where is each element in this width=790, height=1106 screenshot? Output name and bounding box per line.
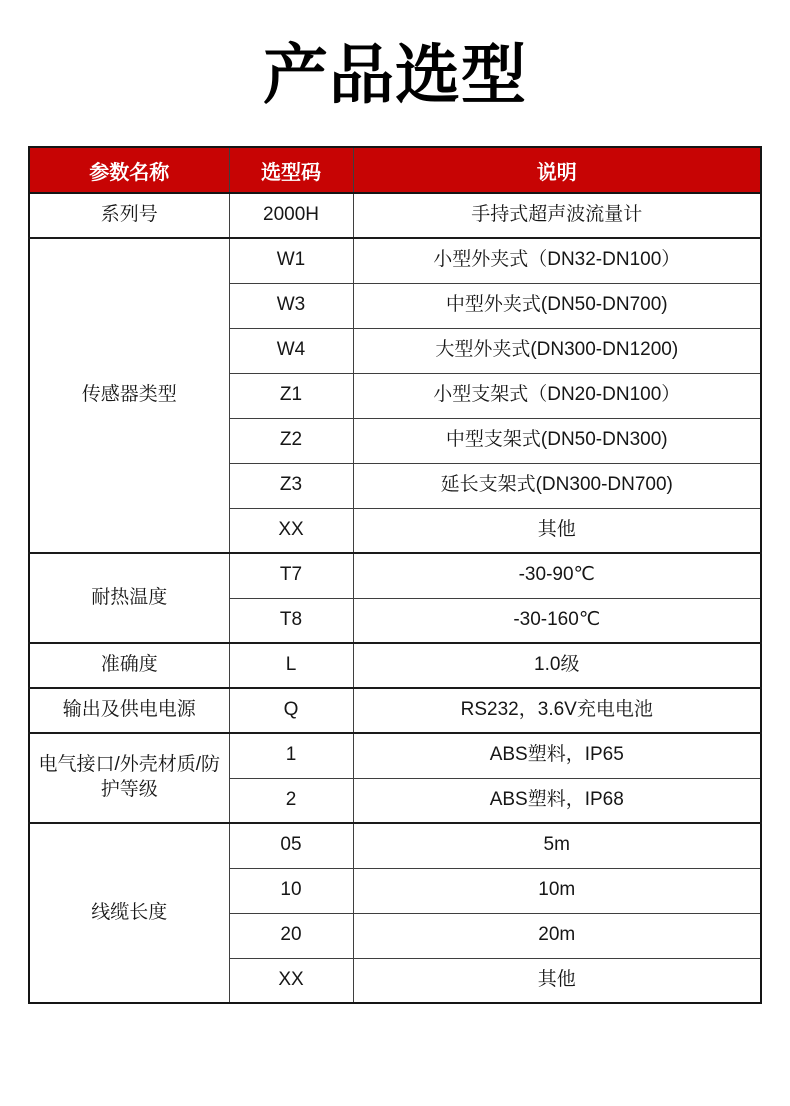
code-cell: T7 (229, 553, 353, 598)
param-name-cell: 输出及供电电源 (29, 688, 229, 733)
param-name-cell: 线缆长度 (29, 823, 229, 1003)
desc-cell: 延长支架式(DN300-DN700) (353, 463, 761, 508)
desc-cell: 20m (353, 913, 761, 958)
table-row (29, 553, 761, 598)
table-row (29, 193, 761, 238)
desc-cell: -30-90℃ (353, 553, 761, 598)
page-title: 产品选型 (262, 38, 527, 111)
code-cell: XX (229, 508, 353, 553)
code-cell: Z1 (229, 373, 353, 418)
desc-cell: 小型外夹式（DN32-DN100） (353, 238, 761, 283)
table-row (29, 823, 761, 868)
code-cell: L (229, 643, 353, 688)
param-name-cell: 传感器类型 (29, 238, 229, 553)
desc-cell: 1.0级 (353, 643, 761, 688)
desc-cell: 5m (353, 823, 761, 868)
desc-cell: ABS塑料，IP68 (353, 778, 761, 823)
code-cell: Z2 (229, 418, 353, 463)
code-cell: 2 (229, 778, 353, 823)
desc-cell: RS232，3.6V充电电池 (353, 688, 761, 733)
desc-cell: 其他 (353, 958, 761, 1003)
desc-cell: 手持式超声波流量计 (353, 193, 761, 238)
desc-cell: 中型支架式(DN50-DN300) (353, 418, 761, 463)
desc-cell: 大型外夹式(DN300-DN1200) (353, 328, 761, 373)
code-cell: XX (229, 958, 353, 1003)
column-header-param: 参数名称 (29, 147, 229, 193)
param-name-cell: 电气接口/外壳材质/防护等级 (29, 733, 229, 823)
table-row (29, 643, 761, 688)
param-name-cell: 系列号 (29, 193, 229, 238)
product-selection-table (28, 146, 762, 1004)
code-cell: Z3 (229, 463, 353, 508)
table-row (29, 733, 761, 778)
desc-cell: 10m (353, 868, 761, 913)
code-cell: 2000H (229, 193, 353, 238)
table-body (29, 193, 761, 1003)
table-row (29, 238, 761, 283)
desc-cell: -30-160℃ (353, 598, 761, 643)
code-cell: 1 (229, 733, 353, 778)
table-row (29, 688, 761, 733)
code-cell: W4 (229, 328, 353, 373)
desc-cell: 小型支架式（DN20-DN100） (353, 373, 761, 418)
desc-cell: 中型外夹式(DN50-DN700) (353, 283, 761, 328)
code-cell: 20 (229, 913, 353, 958)
desc-cell: 其他 (353, 508, 761, 553)
code-cell: W1 (229, 238, 353, 283)
code-cell: 10 (229, 868, 353, 913)
code-cell: Q (229, 688, 353, 733)
column-header-desc: 说明 (353, 147, 761, 193)
code-cell: W3 (229, 283, 353, 328)
code-cell: T8 (229, 598, 353, 643)
code-cell: 05 (229, 823, 353, 868)
desc-cell: ABS塑料，IP65 (353, 733, 761, 778)
param-name-cell: 耐热温度 (29, 553, 229, 643)
table-header-row (29, 147, 761, 193)
param-name-cell: 准确度 (29, 643, 229, 688)
column-header-code: 选型码 (229, 147, 353, 193)
